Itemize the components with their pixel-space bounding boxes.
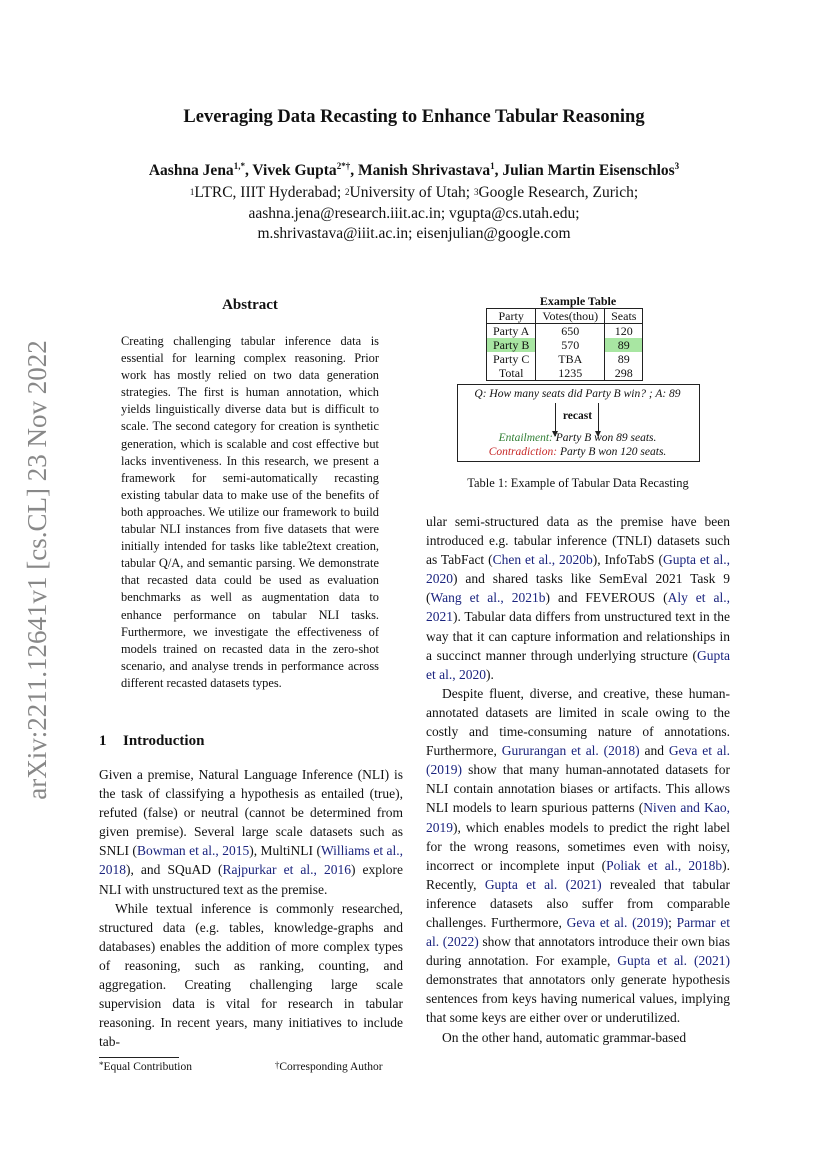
table-cell: 650 [536, 324, 605, 339]
table-row [487, 338, 643, 352]
paragraph: Despite fluent, diverse, and creative, these human-annotated datasets are limited in scale owing to the costly and time-consuming nature of annotations. Furthermore, Gururangan et al. (2018) and Geva et al. (2019) show that many human-annotated datasets for NLI contain annotation biases or artifacts. This allows NLI models to learn spurious patterns (Niven and Kao, 2019), which enables models to predict the right label for the wrong reasons, sometimes even with noisy, incorrect or incomplete input (Poliak et al., 2018b). Recently, Gupta et al. (2021) revealed that tabular inference datasets also suffer from comparable challenges. Furthermore, Geva et al. (2019); Parmar et al. (2022) show that annotators introduce their own bias during annotation. For example, Gupta et al. (2021) demonstrates that annotators only generate hypothesis sentences from keys having numerical values, implying that some keys are either over or underutilized. [426, 685, 731, 1026]
author-name: Vivek Gupta [252, 162, 337, 179]
paragraph: On the other hand, automatic grammar-based [442, 1029, 687, 1045]
hypotheses [457, 431, 698, 459]
citation-link[interactable]: Chen et al., 2020b [492, 552, 593, 568]
arxiv-identifier: arXiv:2211.12641v1 [cs.CL] 23 Nov 2022 [22, 340, 52, 800]
author-name: Julian Martin Eisenschlos [502, 162, 675, 179]
table-cell: TBA [536, 352, 605, 366]
footnote-corresponding: †Corresponding Author [274, 1060, 383, 1073]
table-header-row [487, 309, 643, 324]
citation-link[interactable]: Poliak et al., 2018b [606, 857, 723, 873]
author-name: Manish Shrivastava [357, 162, 491, 179]
recast-label: recast [562, 410, 593, 422]
example-table [486, 308, 643, 381]
table-header-cell: Votes(thou) [536, 309, 605, 324]
abstract-text: Creating challenging tabular inference data is essential for learning complex reasoning. Prior work has mostly relied on two data generation strategies. The first is human annotation, which yields linguistically diverse data but is difficult to scale. The second category for creation is synthetic generation, which is scalable and cost effective but lacks inventiveness. In this research, we present a framework for semi-automatically recasting existing tabular data to make use of the benefits of both approaches. We utilize our framework to build tabular NLI instances from five datasets that were initially intended for tasks like table2text creation, tabular Q/A, and semantic parsing. We demonstrate that recasted data could be used as evaluation benchmarks as well as augmentation data to enhance performance on tabular NLI tasks. Furthermore, we investigate the effectiveness of models trained on recasted data in the zero-shot scenario, and analyse trends in performance across different recasted datasets types. [121, 334, 379, 690]
author-name: Aashna Jena [148, 162, 234, 179]
table-row [487, 352, 643, 366]
paragraph: ular semi-structured data as the premise have been introduced e.g. tabular inference (TNLI) datasets such as TabFact (Chen et al., 2020b), InfoTabS (Gupta et al., 2020) and shared tasks like SemEval 2021 Task 9 (Wang et al., 2021b) and FEVEROUS (Aly et al., 2021). Tabular data differs from unstructured text in the way that it can capture information and relationships in a succinct manner through underlying structure (Gupta et al., 2020). [426, 514, 730, 682]
author-affiliation-mark: 1,* [233, 161, 245, 171]
abstract-body [121, 333, 379, 692]
table-row [487, 324, 643, 339]
table-cell: Total [487, 366, 536, 381]
author-emails: aashna.jena@research.iiit.ac.in; vgupta@cs.utah.edu; [248, 204, 580, 222]
paper-title: Leveraging Data Recasting to Enhance Tabular Reasoning [183, 107, 645, 127]
footnote-equal: *Equal Contribution [99, 1060, 192, 1073]
table-header-cell: Seats [605, 309, 643, 324]
table-cell: Party A [487, 324, 536, 339]
citation-link[interactable]: Gupta et al., 2020 [426, 552, 730, 587]
example-table-title: Example Table [539, 294, 617, 308]
citation-link[interactable]: Rajpurkar et al., 2016 [222, 862, 351, 878]
table-cell: 120 [605, 324, 643, 339]
table-cell-highlighted: Party B [487, 338, 536, 352]
question-answer: Q: How many seats did Party B win? ; A: 89 [474, 388, 681, 400]
section-title: Introduction [123, 733, 205, 749]
table-caption: Table 1: Example of Tabular Data Recasting [467, 476, 689, 490]
citation-link[interactable]: Aly et al., 2021 [426, 590, 730, 625]
section-heading [99, 733, 204, 750]
left-column-text [99, 765, 403, 1051]
citation-link[interactable]: Williams et al., 2018 [99, 843, 404, 878]
affiliations [0, 183, 828, 245]
footnotes [99, 1061, 463, 1073]
citation-link[interactable]: Gupta et al. (2021) [617, 953, 731, 969]
citation-link[interactable]: Gupta et al., 2020 [426, 647, 730, 682]
right-column-text [426, 512, 730, 1047]
author-list: Aashna Jena$^{1,*}$, Vivek Gupta$^{2*\dagger}$, Manish Shrivastava$^1$, Julian Martin Eisenschlos$^3$ [148, 161, 680, 179]
paragraph: While textual inference is commonly researched, structured data (e.g. tables, knowledge-graphs and databases) enables the addition of more complex types of reasoning, such as ranking, counting, and aggregation. Creating challenging large scale supervision data is vital for research in tabular reasoning. In recent years, many initiatives to include tab- [99, 900, 403, 1050]
citation-link[interactable]: Gupta et al. (2021) [484, 876, 602, 892]
table-cell: Party C [487, 352, 536, 366]
table-row [487, 366, 643, 381]
abstract-heading: Abstract [222, 297, 278, 313]
table-cell: 298 [605, 366, 643, 381]
citation-link[interactable]: Geva et al. (2019) [426, 743, 731, 778]
author-affiliation-mark: 3 [674, 161, 680, 171]
table-cell: 1235 [536, 366, 605, 381]
author-emails: m.shrivastava@iiit.ac.in; eisenjulian@google.com [257, 225, 571, 242]
citation-link[interactable]: Wang et al., 2021b [430, 590, 546, 606]
author-affiliation-mark: 2*† [336, 161, 351, 171]
citation-link[interactable]: Geva et al. (2019) [566, 914, 669, 930]
table-cell: 570 [536, 338, 605, 352]
citation-link[interactable]: Parmar et al. (2022) [426, 914, 730, 950]
author-affiliation-mark: 1 [490, 161, 495, 171]
entailment-hypothesis: Entailment: Party B won 89 seats. [498, 432, 657, 444]
citation-link[interactable]: Bowman et al., 2015 [136, 843, 250, 859]
contradiction-hypothesis: Contradiction: Party B won 120 seats. [488, 446, 667, 458]
section-number: 1 [99, 733, 107, 749]
table-cell: 89 [605, 352, 643, 366]
affiliation-line: $^1$LTRC, IIIT Hyderabad; $^2$University of Utah; $^3$Google Research, Zurich; [189, 184, 639, 201]
citation-link[interactable]: Niven and Kao, 2019 [426, 800, 730, 835]
citation-link[interactable]: Gururangan et al. (2018) [501, 743, 640, 759]
table-cell-highlighted: 89 [605, 338, 643, 352]
table-header-cell: Party [487, 309, 536, 324]
paragraph: Given a premise, Natural Language Inference (NLI) is the task of classifying a hypothesis as entailed (true), refuted (false) or neutral (cannot be determined from given premise). Several large scale datasets such as SNLI (Bowman et al., 2015), MultiNLI (Williams et al., 2018), and SQuAD (Rajpurkar et al., 2016) explore NLI with unstructured text as the premise. [99, 767, 404, 897]
footnote-rule [99, 1057, 179, 1058]
